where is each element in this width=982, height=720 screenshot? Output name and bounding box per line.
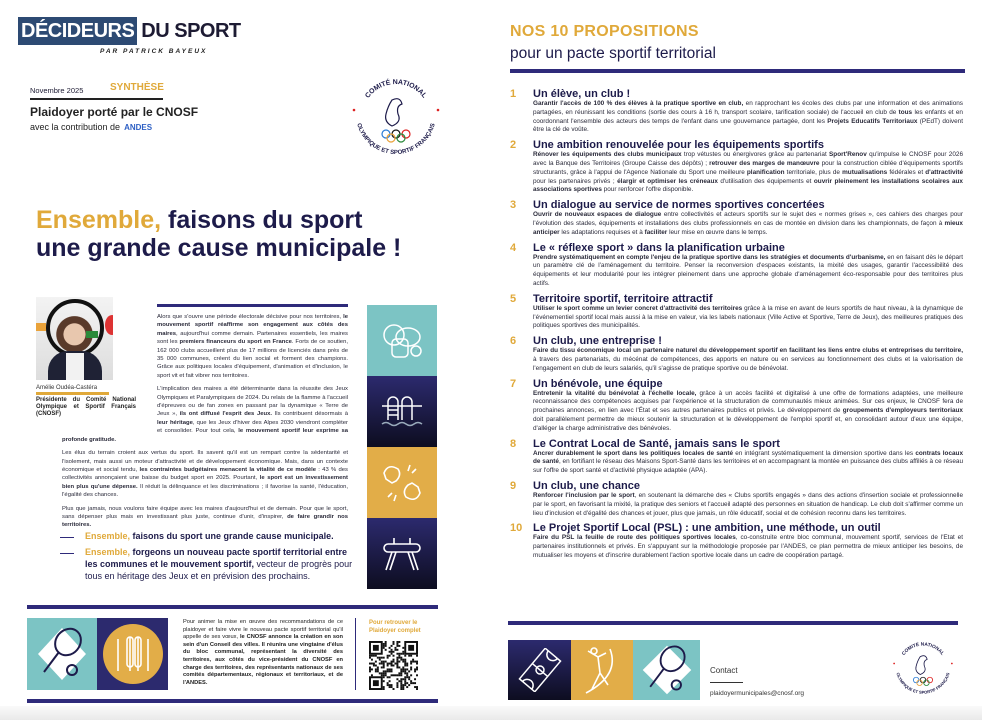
statement-accent: Ensemble, xyxy=(85,547,131,557)
text: pour renforcer l'offre disponible. xyxy=(601,186,694,194)
propositions-title: NOS 10 PROPOSITIONS xyxy=(510,23,699,40)
text: leur mise en œuvre dans le temps. xyxy=(667,228,768,236)
contact-email[interactable]: plaidoyermunicipales@cnosf.org xyxy=(710,690,805,697)
proposition-number: 5 xyxy=(510,292,517,305)
headline-line2: une grande cause municipale ! xyxy=(36,234,402,262)
headline-accent: Ensemble, xyxy=(36,206,162,234)
text: , en soutenant la démarche des « Clubs sportifs engagés » dans des actions d'insertion sociale et professionnelle par le sport, en favorisant la mixité, la pratique des seniors et l'accueil adapté des personnes en situation de handicap. Le club doit s'affirmer comme un lieu d'inclusion et d'égalité des chances et jouer, plus que jamais, un rôle éducatif, social et de cohésion reconnu dans les territoires. xyxy=(533,491,964,517)
bold-text: le mouvement sportif leur exprime sa profonde gratitude. xyxy=(62,428,348,443)
text: . Forts de ce soutien, 162 000 clubs accueillent plus de 17 millions de licenciés dans près de 35 000 communes, créent du lien social et forment des champions. Grâce aux politiques locales d'équipement, d'animation et d'inclusion, le sport vit et fait vibrer nos territoires. xyxy=(157,339,348,379)
bold-text: Ouvrir de nouveaux espaces de dialogue xyxy=(533,211,662,219)
president-block xyxy=(36,313,157,431)
vertical-divider xyxy=(355,618,356,690)
contact-label: Contact xyxy=(710,666,738,675)
text: Pour animer la mise en œuvre des recommandations de ce plaidoyer et faire vivre le nouveau pacte sportif territorial qu'il appelle de ses vœux, xyxy=(183,619,343,641)
pommel-horse-icon xyxy=(367,518,437,589)
bold-text: Sport'Renov xyxy=(829,151,867,159)
proposition-2 xyxy=(510,139,963,195)
proposition-title: Le Projet Sportif Local (PSL) : une ambition, une méthode, un outil xyxy=(533,522,881,535)
bullet-dash xyxy=(60,553,74,554)
proposition-number: 9 xyxy=(510,479,517,492)
text: grâce à la mise en avant de leurs sportifs de haut niveau, à la dynamique de l'événementiel sportif local mais aussi à la mise en valeur, via les labels nationaux (Ville Active et Sportive, Terre de Jeux), des meilleures pratiques des politiques sportives des municipalités. xyxy=(533,304,963,330)
bold-text: Rénover les équipements des clubs municipaux xyxy=(533,151,682,159)
proposition-heading xyxy=(510,242,963,254)
text: territoriale, plus de xyxy=(784,168,843,176)
ski-equipment-icon xyxy=(97,618,168,690)
proposition-title: Une ambition renouvelée pour les équipements sportifs xyxy=(533,139,824,152)
text: à travers des partenariats, du mécénat de compétences, des apports en nature ou en services au fonctionnement des clubs et la valorisation de l'engagement en club de leurs salariés, qu'il s'agisse de pratique sportive ou de bénévolat. xyxy=(533,355,963,372)
seal-text-top: COMITÉ NATIONAL xyxy=(364,78,428,100)
proposition-text xyxy=(533,254,963,289)
proposition-number: 2 xyxy=(510,139,517,152)
proposition-1 xyxy=(510,88,963,135)
text: L'implication des maires a été déterminante dans la réussite des Jeux Olympiques et Paralympiques de 2024. Du relais de la flamme à l'accueil d'épreuves ou de fan zones en passant par la dynamique « Terre de Jeux », xyxy=(157,386,348,418)
proposition-heading xyxy=(510,438,963,450)
cnosf-logo xyxy=(890,636,956,702)
ensemble-statement-2 xyxy=(60,546,360,582)
svg-text:OLYMPIQUE ET SPORTIF FRANÇAIS xyxy=(895,672,950,695)
proposition-title: Un club, une chance xyxy=(533,479,640,492)
proposition-title: Un élève, un club ! xyxy=(533,88,631,100)
bold-text: tous xyxy=(898,108,913,116)
bold-text: Garantir l'accès de 100 % des élèves à la pratique sportive en club, xyxy=(533,100,744,107)
decideurs-du-sport-logo xyxy=(18,17,241,45)
viewer-bottom-edge xyxy=(0,706,982,720)
accent-bar xyxy=(36,392,109,395)
proposition-title: Un bénévole, une équipe xyxy=(533,377,663,390)
proposition-title: Un club, une entreprise ! xyxy=(533,335,662,348)
tennis-racket-icon xyxy=(27,618,97,690)
text: Ils contribuent désormais à xyxy=(272,411,348,418)
bold-text: Faire du PSL la feuille de route des politiques sportives locales xyxy=(533,534,736,542)
seal-text-top: COMITÉ NATIONAL xyxy=(901,642,945,657)
sport-icons-column xyxy=(367,305,437,589)
bold-text: ils ont diffusé l'esprit des Jeux. xyxy=(179,411,273,418)
headline xyxy=(36,206,401,262)
proposition-number: 7 xyxy=(510,377,517,390)
text: Il réduit la délinquance et les discriminations ; il favorise la santé, l'éducation, l'égalité des chances. xyxy=(62,483,349,499)
svg-text:OLYMPIQUE ET SPORTIF FRANÇAIS xyxy=(355,123,436,156)
bold-text: Entretenir la vitalité du bénévolat à l'échelle locale, xyxy=(533,389,697,397)
intro-text xyxy=(36,313,349,535)
proposition-text xyxy=(533,534,963,560)
bold-text: contrats locaux de santé xyxy=(533,449,964,466)
section-rule xyxy=(27,605,438,609)
bold-text: Faire du tissu économique local un partenaire naturel du développement sportif en facilitant les liens entre clubs et entreprises du territoire, xyxy=(533,347,963,355)
andes-logo: ANDES xyxy=(124,123,153,132)
boxing-gloves-icon xyxy=(367,447,437,518)
bold-text: Ancrer durablement le sport dans les politiques locales de santé xyxy=(533,449,734,457)
paragraph xyxy=(62,505,348,530)
proposition-8 xyxy=(510,438,963,476)
proposition-text xyxy=(533,450,963,476)
proposition-title: Le Contrat Local de Santé, jamais sans le sport xyxy=(533,437,780,450)
proposition-text xyxy=(533,390,963,434)
bold-text: leur héritage xyxy=(157,419,193,426)
conseil-des-villes-text xyxy=(183,619,343,687)
proposition-text xyxy=(533,100,963,135)
statement-accent: Ensemble, xyxy=(85,531,131,541)
proposition-title: Territoire sportif, territoire attractif xyxy=(533,292,713,305)
section-rule xyxy=(508,621,958,625)
proposition-number: 8 xyxy=(510,437,517,450)
proposition-number: 10 xyxy=(510,522,523,535)
bold-text: mieux anticiper xyxy=(533,219,963,236)
balls-icon xyxy=(367,305,437,376)
text: trop vétustes ou énergivores grâce au partenariat xyxy=(681,151,830,159)
proposition-7 xyxy=(510,378,963,434)
text: doit parallèlement permettre de mieux soutenir la structuration et le développement de l'emploi sportif et, en consolidant autour d'eux une équipe, d'alléger la charge administrative des bénévoles. xyxy=(533,415,963,432)
bold-text: ouvrir pleinement les installations scolaires aux associations sportives xyxy=(533,177,963,194)
tennis-racket-icon xyxy=(633,640,700,700)
svg-text:COMITÉ NATIONAL xyxy=(364,77,428,100)
proposition-6 xyxy=(510,335,963,373)
text: Les élus du terrain croient aux vertus du sport. Ils savent qu'il est un rempart contre la sédentarité et l'isolement, mais aussi un moteur d'attractivité et de développement économique. Mais, dans un contexte économique et social tendu, xyxy=(62,450,348,473)
proposition-9 xyxy=(510,480,963,518)
text: les adaptations requises et à xyxy=(559,228,645,236)
proposition-heading xyxy=(510,522,963,534)
bold-text: de faire grandir nos territoires. xyxy=(62,513,348,529)
proposition-text xyxy=(533,151,963,195)
bold-text: Renforcer l'inclusion par le sport xyxy=(533,491,635,499)
proposition-title: Le « réflexe sport » dans la planification urbaine xyxy=(533,241,785,254)
president-photo xyxy=(36,297,113,380)
headline-line1: faisons du sport xyxy=(161,206,363,234)
section-rule xyxy=(510,69,965,73)
statement-rest: vecteur de progrès pour tous en héritage des Jeux et en prévision des prochains. xyxy=(85,559,353,581)
text: en en faisant dès le départ un paramètre clé de l'aménagement du territoire. Penser la reconversion d'espaces existants, la mixité des usages, garantir l'accessibilité des équipements et leur modularité pour les intégrer pleinement dans une approche globale d'aménagement éco-responsable pour des territoires plus actifs. xyxy=(533,253,963,287)
bold-text: groupements d'employeurs territoriaux xyxy=(842,407,963,415)
section-rule xyxy=(27,699,438,703)
text: grâce à un accès facilité et digitalisé à une offre de formations adaptées, une meilleure reconnaissance des compétences acquises par l'expérience et la structuration de communautés mieux animées. Sur ces enjeux, le CNOSF fera de prochaines annonces, en lien avec l'État et ses autres partenaires publics et privés. Le développement de xyxy=(533,389,963,415)
proposition-text xyxy=(533,347,963,373)
bold-text: Projets Educatifs Territoriaux xyxy=(827,117,918,125)
contact-rule xyxy=(710,682,743,683)
ensemble-statement-1 xyxy=(60,530,360,542)
bold-text: mutualisations xyxy=(842,168,888,176)
proposition-number: 1 xyxy=(510,88,517,100)
text: fédérales et xyxy=(887,168,926,176)
bold-text: le mouvement sportif réaffirme son engagement aux côtés des maires xyxy=(157,314,348,337)
proposition-heading xyxy=(510,480,963,492)
proposition-number: 6 xyxy=(510,335,517,348)
proposition-heading xyxy=(510,139,963,151)
proposition-heading xyxy=(510,88,963,100)
bold-text: le sport est un investissement bien plus qu'une dépense. xyxy=(62,475,348,490)
paragraph xyxy=(62,449,348,499)
text: , aujourd'hui comme demain. Partenaires essentiels, les maires sont les xyxy=(157,330,348,346)
statement-bold: forgeons un nouveau pacte sportif territorial entre les communes et le mouvement sportif, xyxy=(85,547,348,569)
contribution-line xyxy=(30,122,152,132)
seal-text-bottom: OLYMPIQUE ET SPORTIF FRANÇAIS xyxy=(895,671,951,695)
logo-part1: DÉCIDEURS xyxy=(18,17,137,45)
section-rule xyxy=(157,304,348,307)
proposition-text xyxy=(533,211,963,237)
pole-vault-icon xyxy=(571,640,633,700)
contribution-text: avec la contribution de xyxy=(30,122,121,132)
bold-text: d'attractivité xyxy=(925,168,964,176)
text: en rapprochant les écoles des clubs par une information et des animations partagées, en réunissant les conditions (sortie des cours à 16 h, transport scolaire, tarification sociale) de l'accueil en club de xyxy=(533,100,964,116)
text: entre collectivités et acteurs sportifs sur le sujet des « normes grises », ces cahiers des charges pour l'évolution des stades, équipements et installations des clubs professionnels en cas de montée en division dans les championnats, de façon à xyxy=(533,211,963,227)
seal-text-bottom: OLYMPIQUE ET SPORTIF FRANÇAIS xyxy=(355,122,437,157)
text: Plus que jamais, nous voulons faire équipe avec les maires d'aujourd'hui et de demain. Pour que le sport, sans dépenser plus mais en investissant plus juste, continue d'unir, d'inspirer, xyxy=(62,505,348,520)
text: pour la construction ciblée d'équipements sportifs structurants, grâce à l'appui de l'Agence Nationale du Sport une meilleure xyxy=(533,159,963,176)
plaidoyer-title: Plaidoyer porté par le CNOSF xyxy=(30,105,199,119)
text: Alors que s'ouvre une période électorale décisive pour nos territoires, xyxy=(157,314,344,320)
propositions-list xyxy=(510,88,963,565)
svg-text:COMITÉ NATIONAL xyxy=(901,640,945,657)
text: , en fortifiant le réseau des Maisons Sport-Santé dans les territoires et en accompagnant la montée en puissance des clubs affiliés à ce réseau sur l'offre de sport santé et d'activité physique adaptée (APA). xyxy=(533,458,963,475)
bold-text: élargir et optimiser les créneaux xyxy=(617,177,718,185)
bold-text: Prendre systématiquement en compte l'enjeu de la pratique sportive dans les stratégies et documents d'urbanisme, xyxy=(533,253,886,261)
text: d'utilisation des équipements et xyxy=(717,177,814,185)
text: (PEdT) doivent être la clé de voûte. xyxy=(533,117,963,134)
text: , co-construite entre bloc communal, mouvement sportif, services de l'Etat et partenaires institutionnels et privés. En s'appuyant sur la méthodologie proposée par l'ANDES, ce plan permettra de mieux anticiper les besoins, de mutualiser les moyens et d'inscrire durablement l'action sportive locale dans un cadre de coopération partagé. xyxy=(533,534,963,559)
president-role: Présidente du Comité National Olympique et Sportif Français (CNOSF) xyxy=(36,397,136,417)
proposition-heading xyxy=(510,293,963,305)
qr-code[interactable] xyxy=(369,641,418,690)
text: en intégrant systématiquement la dimension sportive dans les xyxy=(733,449,916,457)
text: les enfants et en coordonnant l'ensemble des acteurs des temps de l'enfant dans une gouvernance partagée, dont les xyxy=(533,108,963,125)
statement-bold: faisons du sport une grande cause municipale. xyxy=(130,531,334,541)
proposition-heading xyxy=(510,199,963,211)
publication-date: Novembre 2025 xyxy=(30,86,84,95)
proposition-text xyxy=(533,305,963,331)
ensemble-statements xyxy=(60,530,360,582)
pool-ladder-icon xyxy=(367,376,437,447)
text: qu'impulse le CNOSF pour 2026 avec la Banque des Territoires (Groupe Caisse des dépôts) ; xyxy=(533,151,964,167)
document-label: SYNTHÈSE xyxy=(110,82,164,93)
bold-text: les contraintes budgétaires menacent la vitalité de ce modèle xyxy=(139,466,317,473)
bold-text: planification xyxy=(746,168,785,176)
divider xyxy=(30,98,163,100)
bullet-dash xyxy=(60,537,74,538)
basketball-court-icon xyxy=(508,640,571,700)
text: : 43 % des collectivités annonçaient une baisse du budget sport en 2025. Pourtant, xyxy=(62,466,348,482)
proposition-text xyxy=(533,492,963,518)
proposition-heading xyxy=(510,378,963,390)
proposition-heading xyxy=(510,335,963,347)
proposition-number: 4 xyxy=(510,241,517,254)
bold-text: Utiliser le sport comme un levier concret d'attractivité des territoires xyxy=(533,304,743,312)
proposition-5 xyxy=(510,293,963,331)
logo-byline: PAR PATRICK BAYEUX xyxy=(100,48,208,55)
proposition-number: 3 xyxy=(510,199,517,212)
proposition-10 xyxy=(510,522,963,560)
qr-label: Pour retrouver le Plaidoyer complet xyxy=(369,620,421,634)
proposition-4 xyxy=(510,242,963,289)
bold-text: retrouver des marges de manœuvre xyxy=(709,159,820,167)
text: pour les partenaires privés ; xyxy=(533,177,618,185)
president-name: Amélie Oudéa-Castéra xyxy=(36,385,98,391)
cnosf-logo xyxy=(348,70,444,166)
bold-text: le CNOSF annonce la création en son sein d'un Conseil des villes. Il réunira une vingtaine d'élus du bloc communal, représentant la diversité des territoires, aux côtés du vice-président du CNOSF en charge des territoires, des représentants nationaux de ses comités départementaux, régionaux et territoriaux, et de l'ANDES. xyxy=(183,634,344,686)
logo-part2: DU SPORT xyxy=(141,20,241,42)
bold-text: faciliter xyxy=(644,228,668,236)
propositions-subtitle: pour un pacte sportif territorial xyxy=(510,45,716,62)
bold-text: premiers financeurs du sport en France xyxy=(179,339,292,346)
proposition-title: Un dialogue au service de normes sportives concertées xyxy=(533,199,825,212)
text: , que les Jeux d'hiver des Alpes 2030 viendront compléter et consolider. Pour tout cela, xyxy=(157,419,348,435)
proposition-3 xyxy=(510,199,963,237)
